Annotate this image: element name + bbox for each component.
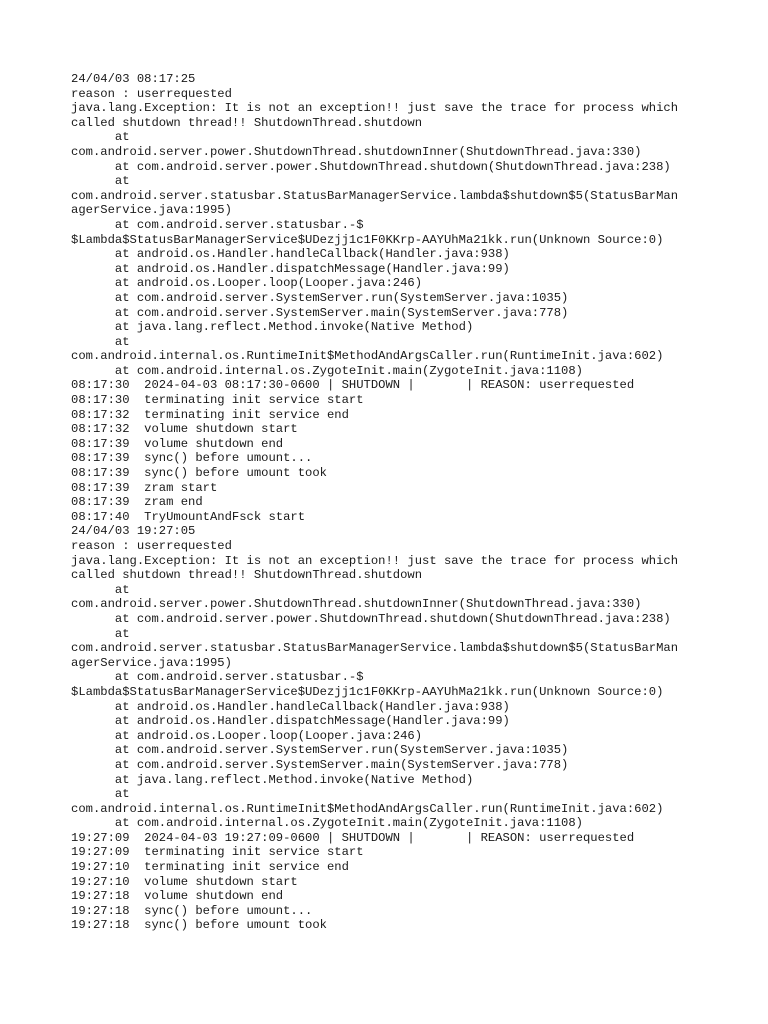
log-line: called shutdown thread!! ShutdownThread.shutdown	[71, 115, 423, 130]
log-line: $Lambda$StatusBarManagerService$UDezjj1c1F0KKrp-AAYUhMa21kk.run(Unknown Source:0)	[71, 684, 664, 699]
log-line: at java.lang.reflect.Method.invoke(Native Method)	[71, 320, 474, 335]
log-line: at com.android.internal.os.ZygoteInit.main(ZygoteInit.java:1108)	[71, 363, 583, 378]
log-line: agerService.java:1995)	[71, 203, 232, 218]
log-line: reason : userrequested	[71, 86, 232, 101]
log-line: $Lambda$StatusBarManagerService$UDezjj1c1F0KKrp-AAYUhMa21kk.run(Unknown Source:0)	[71, 232, 664, 247]
log-line: com.android.server.power.ShutdownThread.shutdownInner(ShutdownThread.java:330)	[71, 144, 642, 159]
log-line: at com.android.server.power.ShutdownThread.shutdown(ShutdownThread.java:238)	[71, 611, 671, 626]
log-line: 19:27:10 terminating init service end	[71, 860, 349, 875]
log-line: 19:27:10 volume shutdown start	[71, 874, 298, 889]
log-line: 08:17:39 sync() before umount...	[71, 451, 313, 466]
log-line: 19:27:09 terminating init service start	[71, 845, 364, 860]
log-line: 08:17:32 volume shutdown start	[71, 422, 298, 437]
log-line: at com.android.server.power.ShutdownThread.shutdown(ShutdownThread.java:238)	[71, 159, 671, 174]
log-line: java.lang.Exception: It is not an exception!! just save the trace for process which	[71, 101, 679, 116]
log-line: at java.lang.reflect.Method.invoke(Native Method)	[71, 772, 474, 787]
log-line: at	[71, 334, 130, 349]
log-line: at com.android.server.statusbar.-$	[71, 217, 364, 232]
log-line: at	[71, 130, 130, 145]
log-line: 19:27:18 volume shutdown end	[71, 889, 284, 904]
log-line: at	[71, 174, 130, 189]
log-line: 19:27:09 2024-04-03 19:27:09-0600 | SHUTDOWN | | REASON: userrequested	[71, 830, 635, 845]
log-line: called shutdown thread!! ShutdownThread.shutdown	[71, 568, 423, 583]
log-line: 19:27:18 sync() before umount...	[71, 903, 313, 918]
log-line: 08:17:30 terminating init service start	[71, 393, 364, 408]
log-line: com.android.server.power.ShutdownThread.shutdownInner(ShutdownThread.java:330)	[71, 597, 642, 612]
log-line: at com.android.server.SystemServer.run(SystemServer.java:1035)	[71, 290, 569, 305]
log-line: at com.android.server.SystemServer.main(SystemServer.java:778)	[71, 305, 569, 320]
log-line: 08:17:39 zram start	[71, 480, 218, 495]
log-line: 19:27:18 sync() before umount took	[71, 918, 327, 933]
log-line: at	[71, 787, 130, 802]
log-line: 24/04/03 19:27:05	[71, 524, 196, 539]
log-line: com.android.internal.os.RuntimeInit$MethodAndArgsCaller.run(RuntimeInit.java:602)	[71, 349, 664, 364]
log-line: reason : userrequested	[71, 539, 232, 553]
log-line: 08:17:30 2024-04-03 08:17:30-0600 | SHUTDOWN | | REASON: userrequested	[71, 378, 635, 393]
log-line: at com.android.server.SystemServer.run(SystemServer.java:1035)	[71, 743, 569, 758]
log-line: agerService.java:1995)	[71, 655, 232, 670]
log-line: at android.os.Looper.loop(Looper.java:246)	[71, 728, 423, 743]
log-line: at android.os.Handler.handleCallback(Handler.java:938)	[71, 247, 510, 262]
log-line: com.android.server.statusbar.StatusBarManagerService.lambda$shutdown$5(StatusBarMan	[71, 188, 679, 203]
log-line: 08:17:32 terminating init service end	[71, 407, 349, 422]
log-line: 08:17:39 sync() before umount took	[71, 466, 327, 481]
log-line: 08:17:39 zram end	[71, 495, 203, 510]
log-line: at com.android.server.statusbar.-$	[71, 670, 364, 685]
log-line: java.lang.Exception: It is not an exception!! just save the trace for process which	[71, 553, 679, 568]
log-line: at	[71, 626, 130, 641]
log-document	[71, 72, 711, 933]
log-line: com.android.internal.os.RuntimeInit$MethodAndArgsCaller.run(RuntimeInit.java:602)	[71, 801, 664, 816]
log-line: at android.os.Handler.handleCallback(Handler.java:938)	[71, 699, 510, 714]
log-line: at android.os.Handler.dispatchMessage(Handler.java:99)	[71, 714, 510, 729]
log-line: at android.os.Handler.dispatchMessage(Handler.java:99)	[71, 261, 510, 276]
log-line: 08:17:40 TryUmountAndFsck start	[71, 509, 306, 524]
log-line: com.android.server.statusbar.StatusBarManagerService.lambda$shutdown$5(StatusBarMan	[71, 641, 679, 656]
log-line: 24/04/03 08:17:25	[71, 72, 196, 86]
log-line: 08:17:39 volume shutdown end	[71, 436, 284, 451]
log-line: at com.android.internal.os.ZygoteInit.main(ZygoteInit.java:1108)	[71, 816, 583, 831]
log-line: at android.os.Looper.loop(Looper.java:246)	[71, 276, 423, 291]
log-line: at com.android.server.SystemServer.main(SystemServer.java:778)	[71, 757, 569, 772]
log-line: at	[71, 582, 130, 597]
